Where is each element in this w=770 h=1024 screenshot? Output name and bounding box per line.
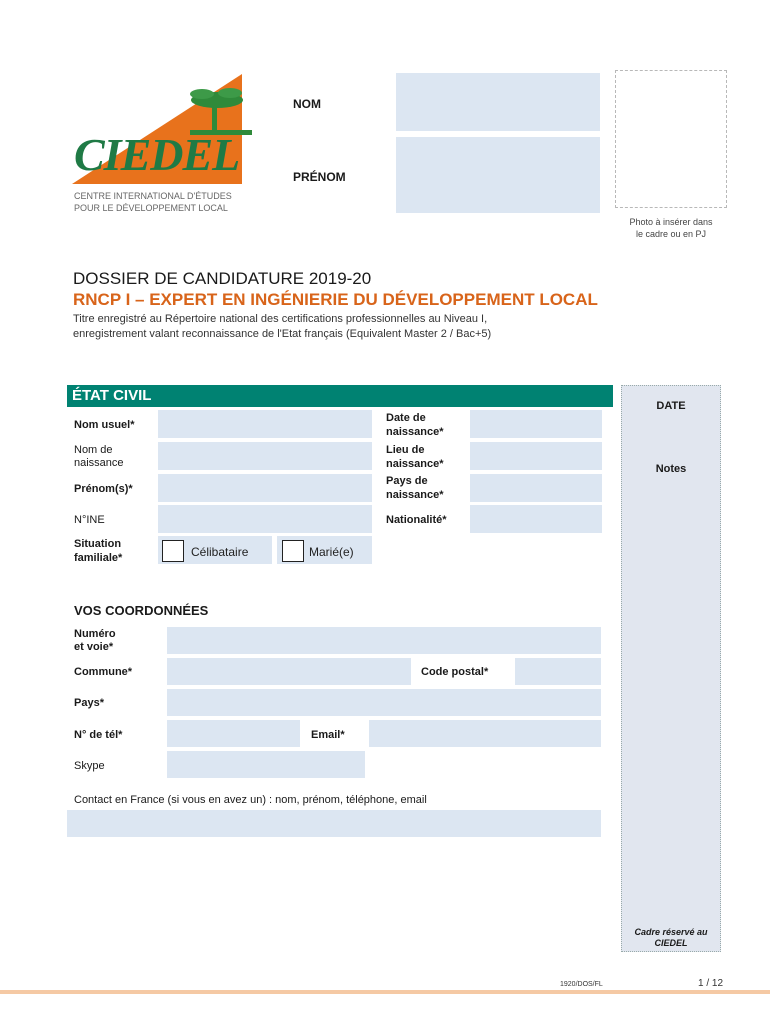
commune-field[interactable] — [167, 658, 411, 685]
nom-naissance-field[interactable] — [158, 442, 372, 470]
title-desc-1: Titre enregistré au Répertoire national des certifications professionnelles au Niveau I, — [73, 313, 488, 325]
code-postal-field[interactable] — [515, 658, 601, 685]
numero-label-2: et voie* — [74, 641, 114, 653]
logo-tagline-2: POUR LE DÉVELOPPEMENT LOCAL — [74, 203, 228, 213]
footer-ref: 1920/DOS/FL — [560, 981, 603, 988]
numero-label-1: Numéro — [74, 628, 116, 640]
code-postal-label: Code postal* — [421, 666, 489, 678]
email-field[interactable] — [369, 720, 601, 747]
logo-tagline-1: CENTRE INTERNATIONAL D'ÉTUDES — [74, 191, 232, 201]
commune-label: Commune* — [74, 666, 133, 678]
nine-field[interactable] — [158, 505, 372, 533]
photo-note-1: Photo à insérer dans — [629, 217, 713, 227]
nom-usuel-field[interactable] — [158, 410, 372, 438]
celibataire-label: Célibataire — [191, 545, 249, 559]
date-naissance-field[interactable] — [470, 410, 602, 438]
sidebar-date: DATE — [656, 400, 686, 412]
pays-naissance-label-1: Pays de — [386, 475, 428, 487]
dossier-title: DOSSIER DE CANDIDATURE 2019-20 — [73, 269, 372, 288]
photo-box[interactable] — [615, 70, 727, 208]
nom-naissance-label-1: Nom de — [74, 444, 113, 456]
prenoms-field[interactable] — [158, 474, 372, 502]
pays-field[interactable] — [167, 689, 601, 716]
nine-label: N°INE — [74, 514, 105, 526]
sidebar-reserve-2: CIEDEL — [654, 938, 688, 948]
tel-field[interactable] — [167, 720, 300, 747]
nom-field[interactable] — [396, 73, 600, 131]
sidebar-notes: Notes — [655, 463, 687, 475]
etat-civil-heading: ÉTAT CIVIL — [72, 387, 152, 404]
nom-naissance-label-2: naissance — [74, 457, 124, 469]
lieu-naissance-label-2: naissance* — [386, 458, 444, 470]
nationalite-label: Nationalité* — [386, 514, 447, 526]
contact-label: Contact en France (si vous en avez un) : nom, prénom, téléphone, email — [74, 794, 427, 806]
prenoms-label: Prénom(s)* — [74, 483, 133, 495]
nom-usuel-label: Nom usuel* — [74, 419, 135, 431]
date-naissance-label-2: naissance* — [386, 426, 444, 438]
nom-label: NOM — [293, 97, 321, 111]
skype-label: Skype — [74, 760, 105, 772]
pays-naissance-field[interactable] — [470, 474, 602, 502]
prenom-field[interactable] — [396, 137, 600, 213]
marie-label: Marié(e) — [309, 545, 354, 559]
pays-naissance-label-2: naissance* — [386, 489, 444, 501]
prenom-label: PRÉNOM — [293, 170, 346, 184]
footer-page: 1 / 12 — [698, 978, 724, 989]
coordonnees-heading: VOS COORDONNÉES — [74, 603, 209, 618]
photo-note-2: le cadre ou en PJ — [635, 229, 707, 239]
rncp-title: RNCP I – EXPERT EN INGÉNIERIE DU DÉVELOPPEMENT LOCAL — [73, 290, 598, 309]
footer-rule — [0, 990, 770, 994]
marie-checkbox[interactable] — [282, 540, 304, 562]
title-desc-2: enregistrement valant reconnaissance de l'Etat français (Equivalent Master 2 / Bac+5) — [73, 328, 492, 340]
sidebar-reserve-1: Cadre réservé au — [634, 927, 708, 937]
lieu-naissance-field[interactable] — [470, 442, 602, 470]
numero-voie-field[interactable] — [167, 627, 601, 654]
celibataire-checkbox[interactable] — [162, 540, 184, 562]
email-label: Email* — [311, 729, 345, 741]
situation-label-1: Situation — [74, 538, 122, 550]
tel-label: N° de tél* — [74, 729, 123, 741]
skype-field[interactable] — [167, 751, 365, 778]
date-naissance-label-1: Date de — [386, 412, 426, 424]
pays-label: Pays* — [74, 697, 104, 709]
nationalite-field[interactable] — [470, 505, 602, 533]
contact-field[interactable] — [67, 810, 601, 837]
situation-label-2: familiale* — [74, 552, 123, 564]
logo-text: CIEDEL — [74, 129, 240, 180]
lieu-naissance-label-1: Lieu de — [386, 444, 425, 456]
